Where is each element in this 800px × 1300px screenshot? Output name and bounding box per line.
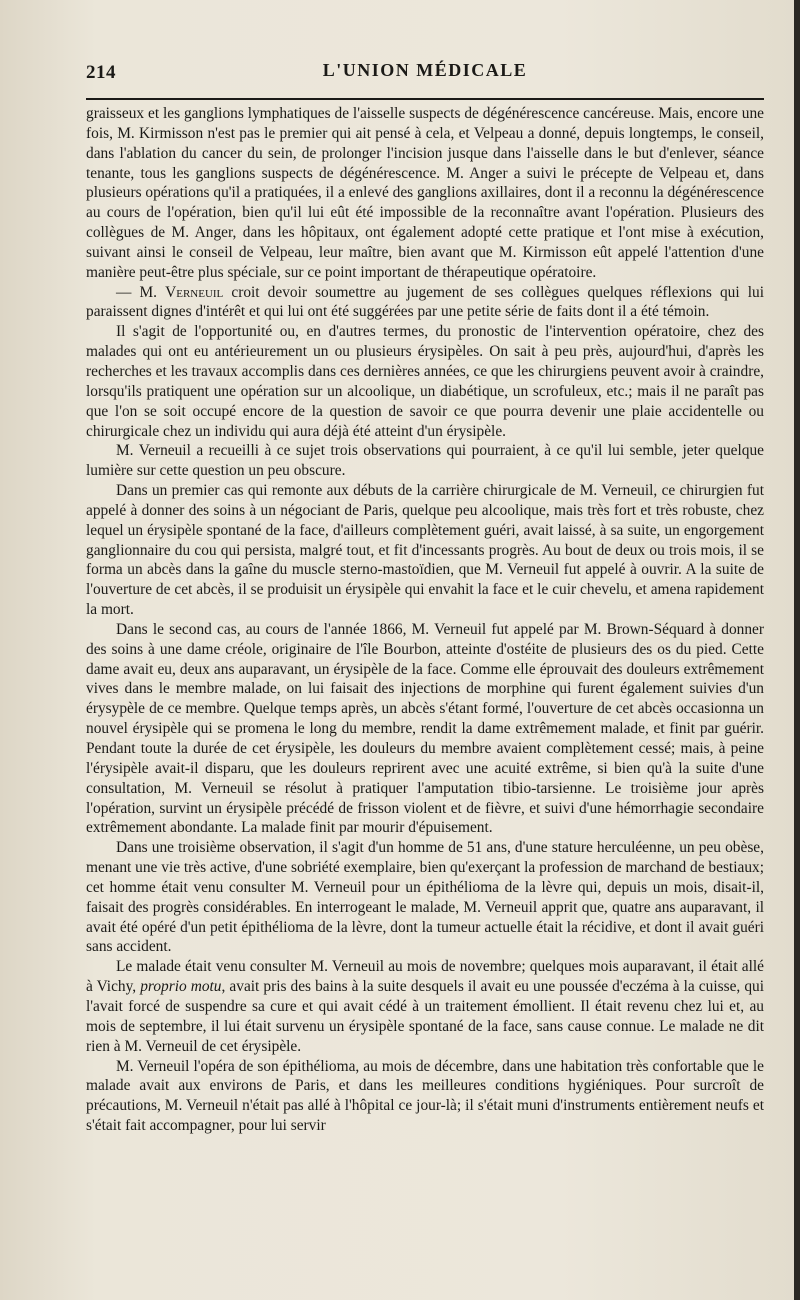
text-run: Il s'agit de l'opportunité ou, en d'autres termes, du pronostic de l'intervention opératoire, chez des malades qui ont eu antérieurement un ou plusieurs érysipèles. On sait à peu près, aujourd'hui, d'après les recherches et les travaux accomplis dans ces dernières années, ce que les chirurgiens peuvent avoir à craindre, lorsqu'ils pratiquent une opération sur un alcoolique, un diabétique, un scrofuleux, etc.; mais il ne paraît pas que l'on se soit occupé encore de la question de savoir ce que pourra devenir une plaie accidentelle ou chirurgicale chez un individu qui aura déjà été atteint d'un érysipèle. <box>86 323 764 440</box>
paragraph <box>86 838 764 957</box>
text-run: Dans un premier cas qui remonte aux débuts de la carrière chirurgicale de M. Verneuil, ce chirurgien fut appelé à donner des soins à un négociant de Paris, quelque peu alcoolique, mais très fort et très robuste, chez lequel un érysipèle spontané de la face, d'ailleurs complètement guéri, avait laissé, à sa suite, un engorgement ganglionnaire du cou qui persista, malgré tout, et fit d'incessants progrès. Au bout de deux ou trois mois, il se forma un abcès dans la gaîne du muscle sterno-mastoïdien, que M. Verneuil fut appelé à ouvrir. A la suite de l'ouverture de cet abcès, il se produisit un érysipèle qui envahit la face et le cuir chevelu, et amena rapidement la mort. <box>86 482 764 619</box>
scan-edge <box>794 0 800 1300</box>
text-run: Dans une troisième observation, il s'agit d'un homme de 51 ans, d'une stature herculéenne, un peu obèse, menant une vie très active, d'une sobriété exemplaire, bien qu'exerçant la profession de marchand de bestiaux; cet homme était venu consulter M. Verneuil pour un épithélioma de la lèvre qui, depuis un mois, disait-il, faisait des progrès considérables. En interrogeant le malade, M. Verneuil apprit que, quatre ans auparavant, il avait été opéré d'un petit épithélioma de la lèvre, dont la tumeur actuelle était la récidive, et dont il avait guéri sans accident. <box>86 839 764 956</box>
article-body <box>86 104 764 1136</box>
paragraph <box>86 441 764 481</box>
text-run: , avait pris des bains à la suite desquels il avait eu une poussée d'eczéma à la cuisse, qui l'avait forcé de suspendre sa cure et qui avait cédé à un traitement émollient. Il était revenu chez lui et, au mois de septembre, il lui était survenu un érysipèle spontané de la face, sans cause connue. Le malade ne dit rien à M. Verneuil de cet érysipèle. <box>86 978 764 1055</box>
text-run: Le malade était venu consulter M. Verneuil au mois de novembre; quelques mois auparavant, il était allé à Vichy, <box>86 958 764 996</box>
text-run: croit devoir soumettre au jugement de ses collègues quelques réflexions qui lui paraissent dignes d'intérêt et qui lui ont été suggérées par une petite série de faits dont il a été témoin. <box>86 283 764 321</box>
paragraph <box>86 283 764 323</box>
paragraph <box>86 104 764 283</box>
paragraph <box>86 322 764 441</box>
header-rule <box>86 98 764 100</box>
paragraph <box>86 481 764 620</box>
page-header <box>86 58 764 88</box>
paragraph <box>86 620 764 838</box>
styled-text: proprio motu <box>140 978 222 996</box>
text-run: M. Verneuil l'opéra de son épithélioma, au mois de décembre, dans une habitation très confortable que le malade avait aux environs de Paris, et dans les meilleures conditions hygiéniques. Pour surcroît de précautions, M. Verneuil n'était pas allé à l'hôpital ce jour-là; il s'était muni d'instruments entièrement neufs et s'était fait accompagner, pour lui servir <box>86 1057 764 1135</box>
paragraph <box>86 957 764 1056</box>
paragraph <box>86 1057 764 1136</box>
text-run: — M. <box>116 283 166 301</box>
running-title: L'UNION MÉDICALE <box>322 60 528 80</box>
text-run: graisseux et les ganglions lymphatiques de l'aisselle suspects de dégénérescence cancéreuse. Mais, encore une fois, M. Kirmisson n'est pas le premier qui ait pensé à cela, et Velpeau a donné, depuis longtemps, le conseil, dans l'ablation du cancer du sein, de prolonger l'incision jusque dans l'aisselle dans le but d'enlever, séance tenante, tous les ganglions suspects de dégénérescence. M. Anger a suivi le précepte de Velpeau et, dans plusieurs opérations qu'il a pratiquées, il a enlevé des ganglions axillaires, dont il a reconnu la dégénérescence au cours de l'opération, bien qu'il lui eût été impossible de la reconnaître avant l'opération. Plusieurs des collègues de M. Anger, dans les hôpitaux, ont également adopté cette pratique et l'ont mise à exécution, suivant ainsi le conseil de Velpeau, leur maître, bien avant que M. Kirmisson eût appelé l'attention d'une manière peut-être plus spéciale, sur ce point important de thérapeutique opératoire. <box>86 105 765 281</box>
text-run: M. Verneuil a recueilli à ce sujet trois observations qui pourraient, à ce qu'il lui semble, jeter quelque lumière sur cette question un peu obscure. <box>86 442 764 480</box>
text-run: Dans le second cas, au cours de l'année 1866, M. Verneuil fut appelé par M. Brown-Séquard à donner des soins à une dame créole, originaire de l'île Bourbon, atteinte d'ostéite de plusieurs des os du pied. Cette dame avait eu, deux ans auparavant, un érysipèle de la face. Comme elle éprouvait des douleurs extrêmement vives dans le membre malade, on lui faisait des injections de morphine qui furent également suivies d'un érysypèle de ce membre. Quelque temps après, un abcès s'étant formé, l'ouverture de cet abcès occasionna un nouvel érysipèle qui se promena le long du membre, rendit la dame extrêmement malade, et finit par guérir. Pendant toute la durée de cet érysipèle, les douleurs du membre avaient complètement cessé; mais, à peine l'érysipèle avait-il disparu, que les douleurs reprirent avec une acuité extrême, si bien qu'à la suite d'une consultation, M. Verneuil se résolut à pratiquer l'amputation tibio-tarsienne. Le troisième jour après l'opération, survint un érysipèle précédé de frisson violent et de fièvre, et suivi d'une hémorrhagie secondaire extrêmement abondante. La malade finit par mourir d'épuisement. <box>86 620 764 837</box>
page-number: 214 <box>86 62 116 83</box>
styled-text: Verneuil <box>165 283 224 301</box>
